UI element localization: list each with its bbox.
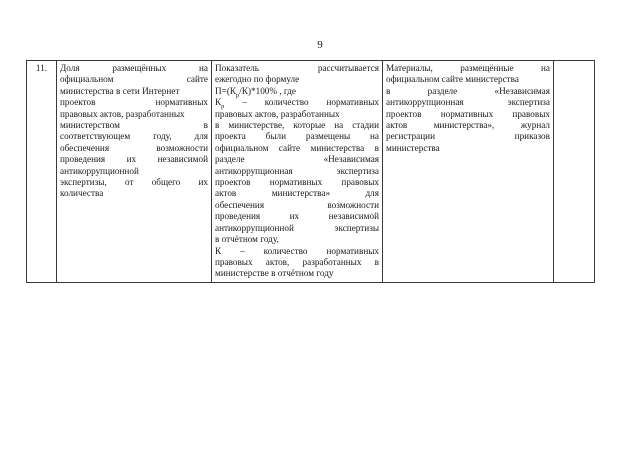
row-number-cell [27,61,57,283]
table-row [27,61,595,283]
formula-post: /К)*100% , где [239,85,296,96]
indicator-table [26,60,595,283]
source-line: Материалы, размещённые на [386,63,550,73]
method-line: разделе «Независимая [215,154,379,165]
indicator-line: экспертизы, от общего их [60,177,208,188]
indicator-line: официальном сайте [60,74,208,85]
formula-line [215,86,379,97]
empty-cell [554,61,595,283]
method-line: проведения их независимой [215,211,379,222]
method-line: в министерстве, которые на стадии [215,120,379,131]
formula-pre: П=(К [215,85,237,96]
method-line: правовых актов, разработанных [215,108,340,119]
indicator-line: антикоррупционной [60,165,139,176]
method-line: официальном сайте министерства в [215,142,379,153]
method-line: К – количество нормативных [215,245,379,256]
source-line: официальном сайте министерства [386,74,519,85]
method-line: в отчётном году, [215,234,279,245]
source-line: министерства [386,142,440,153]
indicator-line: проведения их независимой [60,154,208,165]
method-line: проекта были размещены на [215,131,379,142]
indicator-line: министерством в [60,120,208,131]
kp-first-text: – количество нормативных [224,97,379,108]
indicator-line: проектов нормативных [60,97,208,108]
source-line: антикоррупционная экспертиза [386,97,550,108]
indicator-line: соответствующем году, для [60,131,208,142]
source-line: проектов нормативных правовых [386,108,550,119]
source-line: в разделе «Независимая [386,85,550,96]
indicator-line: количества [60,188,104,199]
method-cell [212,61,383,283]
method-line: антикоррупционная экспертиза [215,165,379,176]
formula-sub: р [236,91,240,99]
method-line: Показатель рассчитывается [215,63,379,73]
method-line: антикоррупционной экспертизы [215,222,379,233]
method-line: правовых актов, разработанных в [215,256,379,267]
kp-symbol: К [215,97,222,108]
source-line: регистрации приказов [386,131,550,142]
indicator-line: Доля размещённых на [60,63,208,73]
kp-sub: р [221,103,225,111]
indicator-line: министерства в сети Интернет [60,85,180,96]
kp-definition-line [215,97,379,111]
method-line: актов министерства» для [215,188,379,199]
method-line: министерстве в отчётном году [215,268,334,279]
source-line: актов министерства», журнал [386,120,550,131]
method-line: ежегодно по формуле [215,74,300,85]
source-cell [383,61,554,283]
method-line: проектов нормативных правовых [215,177,379,188]
indicator-cell [57,61,212,283]
row-number: 11. [35,63,48,73]
indicator-line: обеспечения возможности [60,142,208,153]
method-line: обеспечения возможности [215,199,379,210]
indicator-line: правовых актов, разработанных [60,108,185,119]
page-number: 9 [317,39,323,51]
